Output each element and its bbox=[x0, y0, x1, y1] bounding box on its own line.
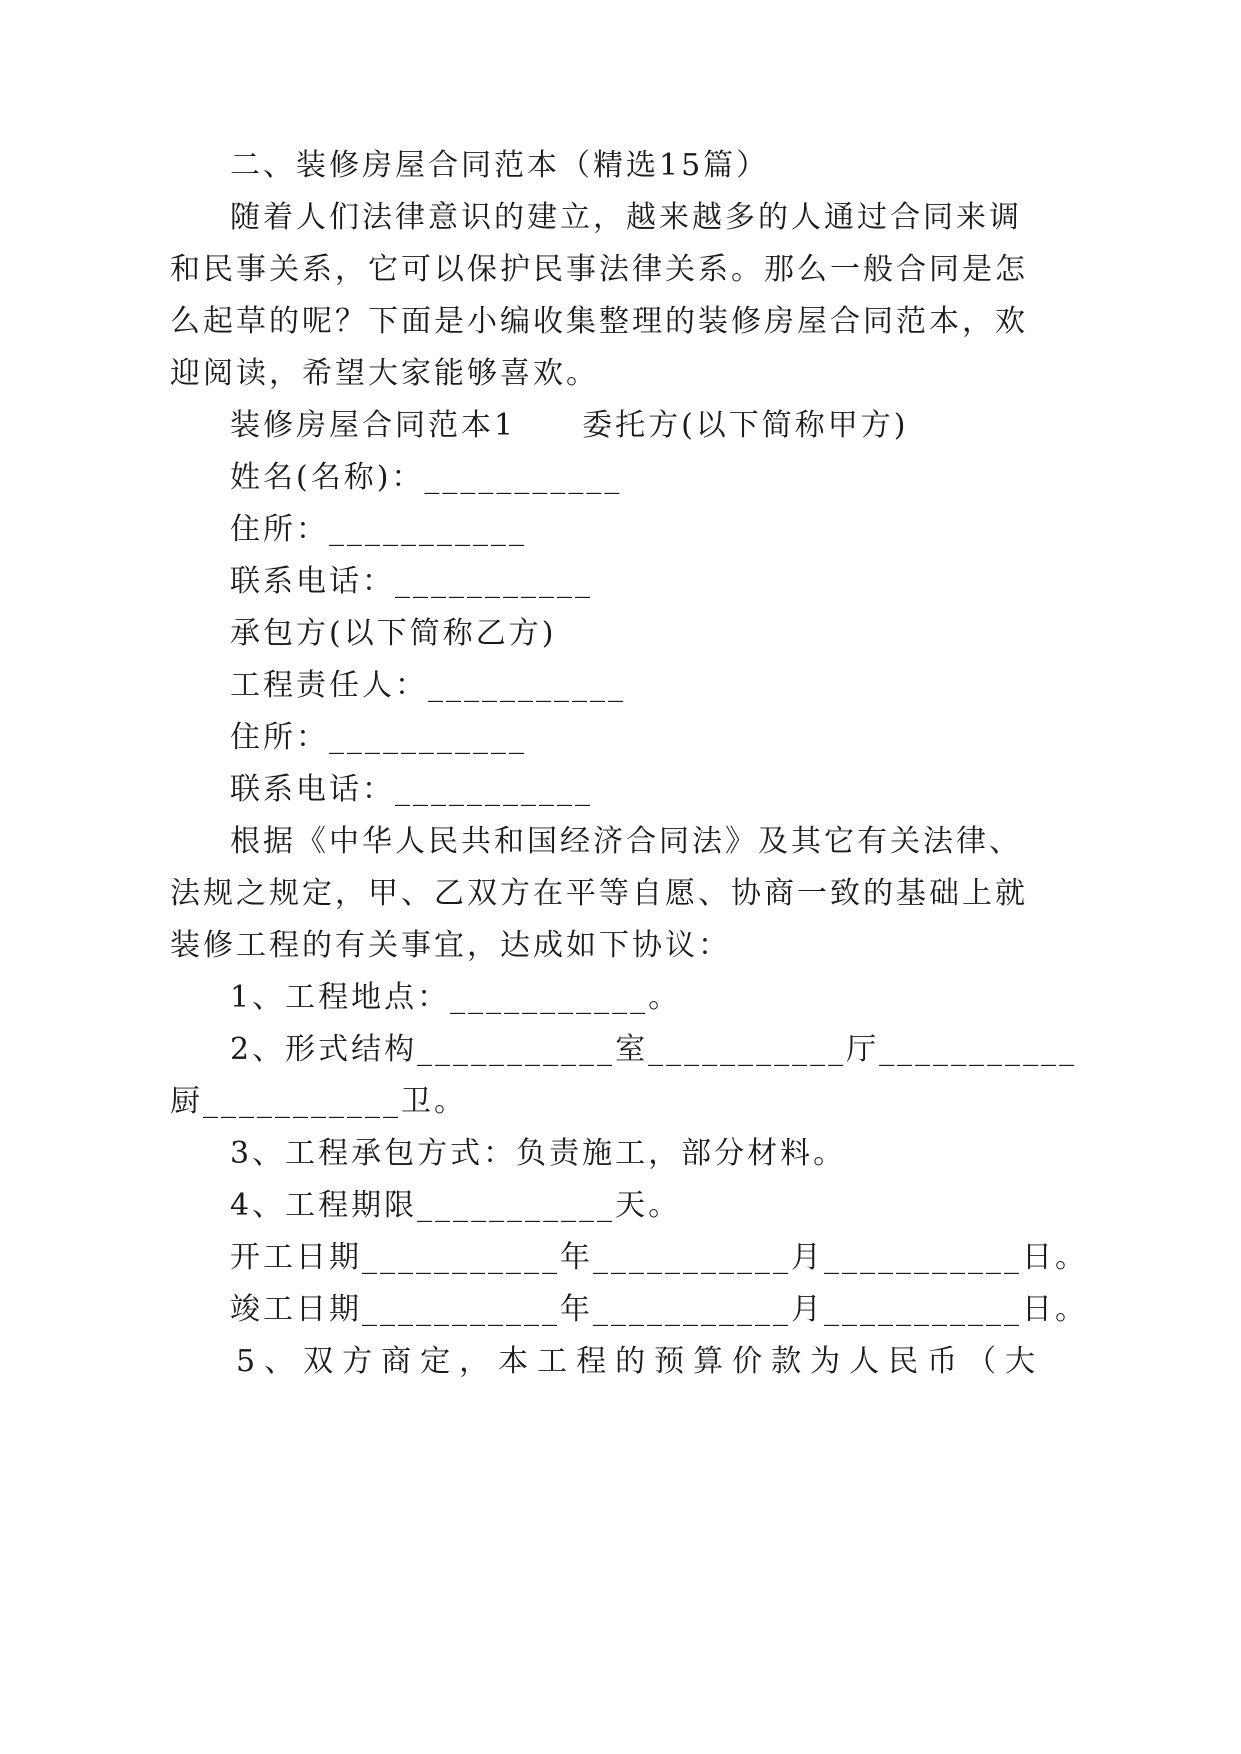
contract-title-line: 装修房屋合同范本1 委托方(以下简称甲方) bbox=[230, 408, 909, 443]
preamble-line-3: 装修工程的有关事宜，达成如下协议： bbox=[170, 928, 731, 963]
party-b-heading: 承包方(以下简称乙方) bbox=[230, 616, 557, 651]
clause-3-contract-mode: 3、工程承包方式：负责施工，部分材料。 bbox=[230, 1136, 847, 1171]
clause-5-budget: 5、双方商定，本工程的预算价款为人民币（大 bbox=[236, 1344, 1045, 1379]
clause-1-location: 1、工程地点：___________。 bbox=[230, 980, 682, 1015]
intro-line-1: 随着人们法律意识的建立，越来越多的人通过合同来调 bbox=[230, 200, 1022, 235]
party-a-phone-field: 联系电话：___________ bbox=[230, 564, 593, 599]
start-date-line: 开工日期___________年___________月___________日。 bbox=[230, 1240, 1088, 1275]
preamble-line-1: 根据《中华人民共和国经济合同法》及其它有关法律、 bbox=[230, 824, 1022, 859]
intro-line-2: 和民事关系，它可以保护民事法律关系。那么一般合同是怎 bbox=[170, 252, 1028, 287]
party-b-address-field: 住所：___________ bbox=[230, 720, 527, 755]
intro-line-3: 么起草的呢？下面是小编收集整理的装修房屋合同范本，欢 bbox=[170, 304, 1028, 339]
completion-date-line: 竣工日期___________年___________月___________日。 bbox=[230, 1292, 1088, 1327]
clause-4-duration: 4、工程期限___________天。 bbox=[230, 1188, 682, 1223]
party-a-name-field: 姓名(名称)：___________ bbox=[230, 460, 623, 495]
section-heading: 二、装修房屋合同范本（精选15篇） bbox=[230, 148, 770, 183]
party-b-phone-field: 联系电话：___________ bbox=[230, 772, 593, 807]
clause-2-structure-line-1: 2、形式结构___________室___________厅___________ bbox=[230, 1032, 1078, 1067]
intro-line-4: 迎阅读，希望大家能够喜欢。 bbox=[170, 356, 599, 391]
party-a-address-field: 住所：___________ bbox=[230, 512, 527, 547]
preamble-line-2: 法规之规定，甲、乙双方在平等自愿、协商一致的基础上就 bbox=[170, 876, 1028, 911]
party-b-manager-field: 工程责任人：___________ bbox=[230, 668, 626, 703]
clause-2-structure-line-2: 厨___________卫。 bbox=[170, 1084, 467, 1119]
